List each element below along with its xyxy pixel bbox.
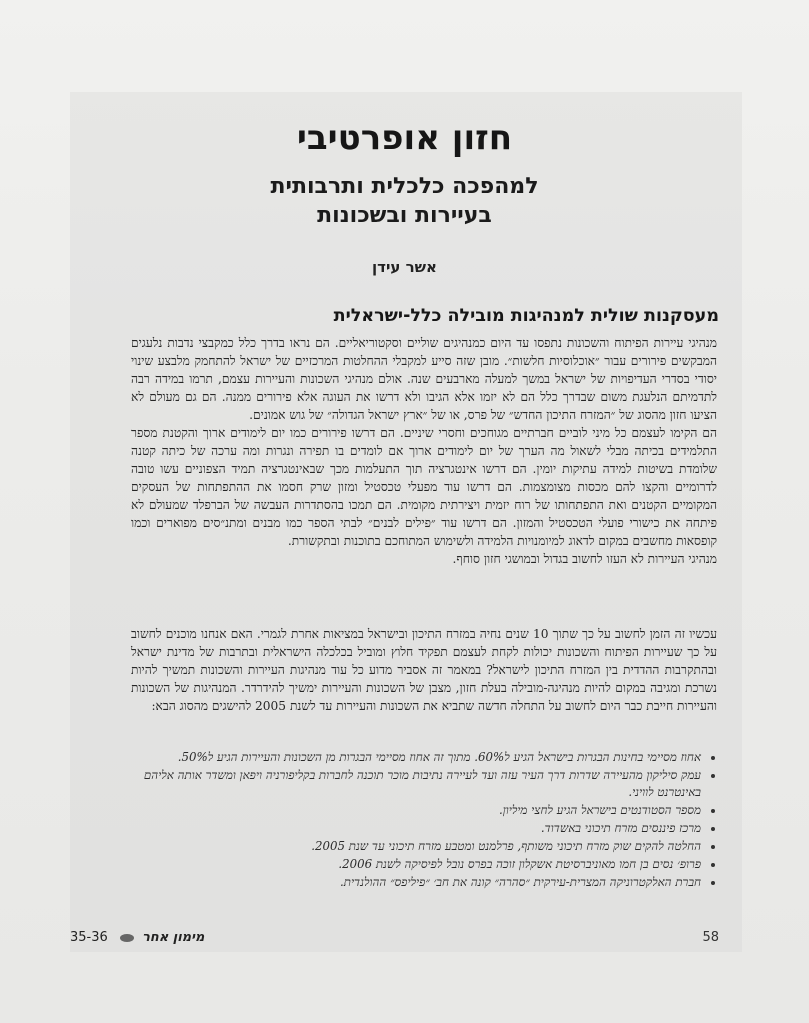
- list-item: • מספר הסטודנטים בישראל הגיע לחצי מיליון.: [115, 802, 701, 819]
- publication-name: מימון אחר: [142, 930, 205, 945]
- footer-publication: [70, 930, 204, 945]
- list-item: • מרכז פיננסים מזרח תיכוני באשדוד.: [115, 820, 701, 837]
- body-text-block-1: [131, 334, 717, 568]
- article-subtitle-line1: למהפכה כלכלית ותרבותית: [270, 174, 539, 199]
- goals-list: [115, 749, 717, 892]
- article-subtitle-line2: בעיירות ובשכונות: [317, 203, 492, 228]
- list-item: • עמק סיליקון מהעיירה שדרות דרך העיר עזה ועד לעיירה נתיבות מוכר תוכנה לחברות בקליפורניה ויפאן ומשדר אותה אליהם באינטרנט לוויני.: [115, 767, 701, 801]
- list-item: • אחוז מסיימי בחינות הבגרות בישראל הגיע ל60%. מתוך זה אחוז מסיימי הבגרות מן השכונות והעיירות הגיע ל50%.: [115, 749, 701, 766]
- list-item: • פרופ׳ נסים בן חמו מאוניברסיטת אשקלון זוכה בפרס נובל לפיסיקה לשנת 2006.: [115, 856, 701, 873]
- paragraph: עכשיו זה הזמן לחשוב על כך שתוך 10 שנים נחיה במזרח התיכון ובישראל במציאות אחרת לגמרי. האם אנחנו מוכנים לחשוב על כך שעיירות הפיתוח והשכונות יכולות לקחת לעצמם תפקיד חלוץ ומוביל בכלכלה הישראלית ובתרבות של מדינת ישראל ובהתקרבות ההדדית בין המזרח התיכון לישראל? במאמר זה אסביר מדוע כל עוד מנהיגות העיירות והשכונות תמשיך להיות נשרכת ומגיבה במקום להיות מנהיגה-מובילה בעלת חזון, מצבן של השכונות והעיירות ימשיך להידרדר. המנהיגות של השכונות והעיירות חייבת כבר היום לחשוב על התחלה חדשה שתביא את השכונות והעיירות עד לשנת 2005 להישגים מהסוג הבא:: [131, 627, 717, 713]
- ornament-icon: [120, 934, 134, 942]
- paragraph: מנהיגי עיירות הפיתוח והשכונות נתפסו עד היום כמנהיגים שוליים וסקטוריאליים. הם נראו בדרך כלל כמקבצי נדבות נלעגים המבקשים פירורים עבור ״אוכלוסיות חלשות״. מובן שזה סייע למקבלי ההחלטות המרכזיים של ישראל להתחמק מלבצע שינוי יסודי בסדרי העדיפויות של ישראל במשך למעלה מארבעים שנה. אולם מנהיגי השכונות והעיירות עצמם, תרמו במידה רבה לתדמיתם הנלעגת משום שבדרך כלל הם לא יזמו אלא הגיבו ולא דרשו את העוגה אלא פירורים ממנה. הם גם מעולם לא הציעו חזון מהסוג של ״המזרח התיכון החדש״ של פרס, או של ״ארץ ישראל הגדולה״ של גוש אמונים.: [131, 336, 717, 422]
- page-number: 58: [702, 930, 719, 945]
- issue-number: 35-36: [70, 930, 108, 945]
- article-author: אשר עידן: [372, 258, 437, 276]
- section-heading: מעסקנות שולית למנהיגות מובילה כלל-ישראלית: [333, 306, 719, 326]
- paragraph: מנהיגי העיירות לא העזו לחשוב בגדול ובמושגי חזון סוחף.: [452, 552, 717, 566]
- paragraph: הם הקימו לעצמם כל מיני לוביים חברתיים מגוחכים וחסרי שיניים. הם דרשו פירורים כמו יום לימודים ארוך והקטנת מספר התלמידים בכיתה מבלי לשאול מה הערך של יום לימודים ארוך אם לומדים בו תפירה ונגרות ומה ערכה של כיתה קטנה שלומדת בשיטות למידה עתיקות יומין. הם דרשו אינטגרציה תוך התעלמות מכך שבאינטגרציה תמיד הצפוניים עשו טובה לדרומיים והקצו להם מכסות מצומצמות. הם דרשו עוד מפעלי טכסטיל ומזון שרק חסמו את ההתפתחות של העסקים המקומיים הקטנים ואת התפתחותו של רוח יזמית ויצירתית מקומית. הם תמכו בהסתדרות העבשה של הברפלד שמעולם לא פיתחה את כישורי פועלי הטכסטיל והמזון. הם דרשו עוד ״פילים לבנים״ לבתי הספר כמו מבנים ומתנ״סים מפוארים וכמו קופסאות מחשבים במקום לדאוג למיומנויות הלמידה ולשימוש המתוחכם בתוכנות ובתקשורת.: [131, 426, 717, 548]
- list-item: • חברת האלקטרוניקה המצרית-עירקית ״סהרה״ קונה את חב׳ ״פיליפס״ ההולנדית.: [115, 874, 701, 891]
- article-title: חזון אופרטיבי: [296, 118, 513, 158]
- list-item: • החלטה להקים שוק מזרח תיכוני משותף, פרלמנט ומטבע מזרח תיכוני עד שנת 2005.: [115, 838, 701, 855]
- body-text-block-2: [131, 625, 717, 715]
